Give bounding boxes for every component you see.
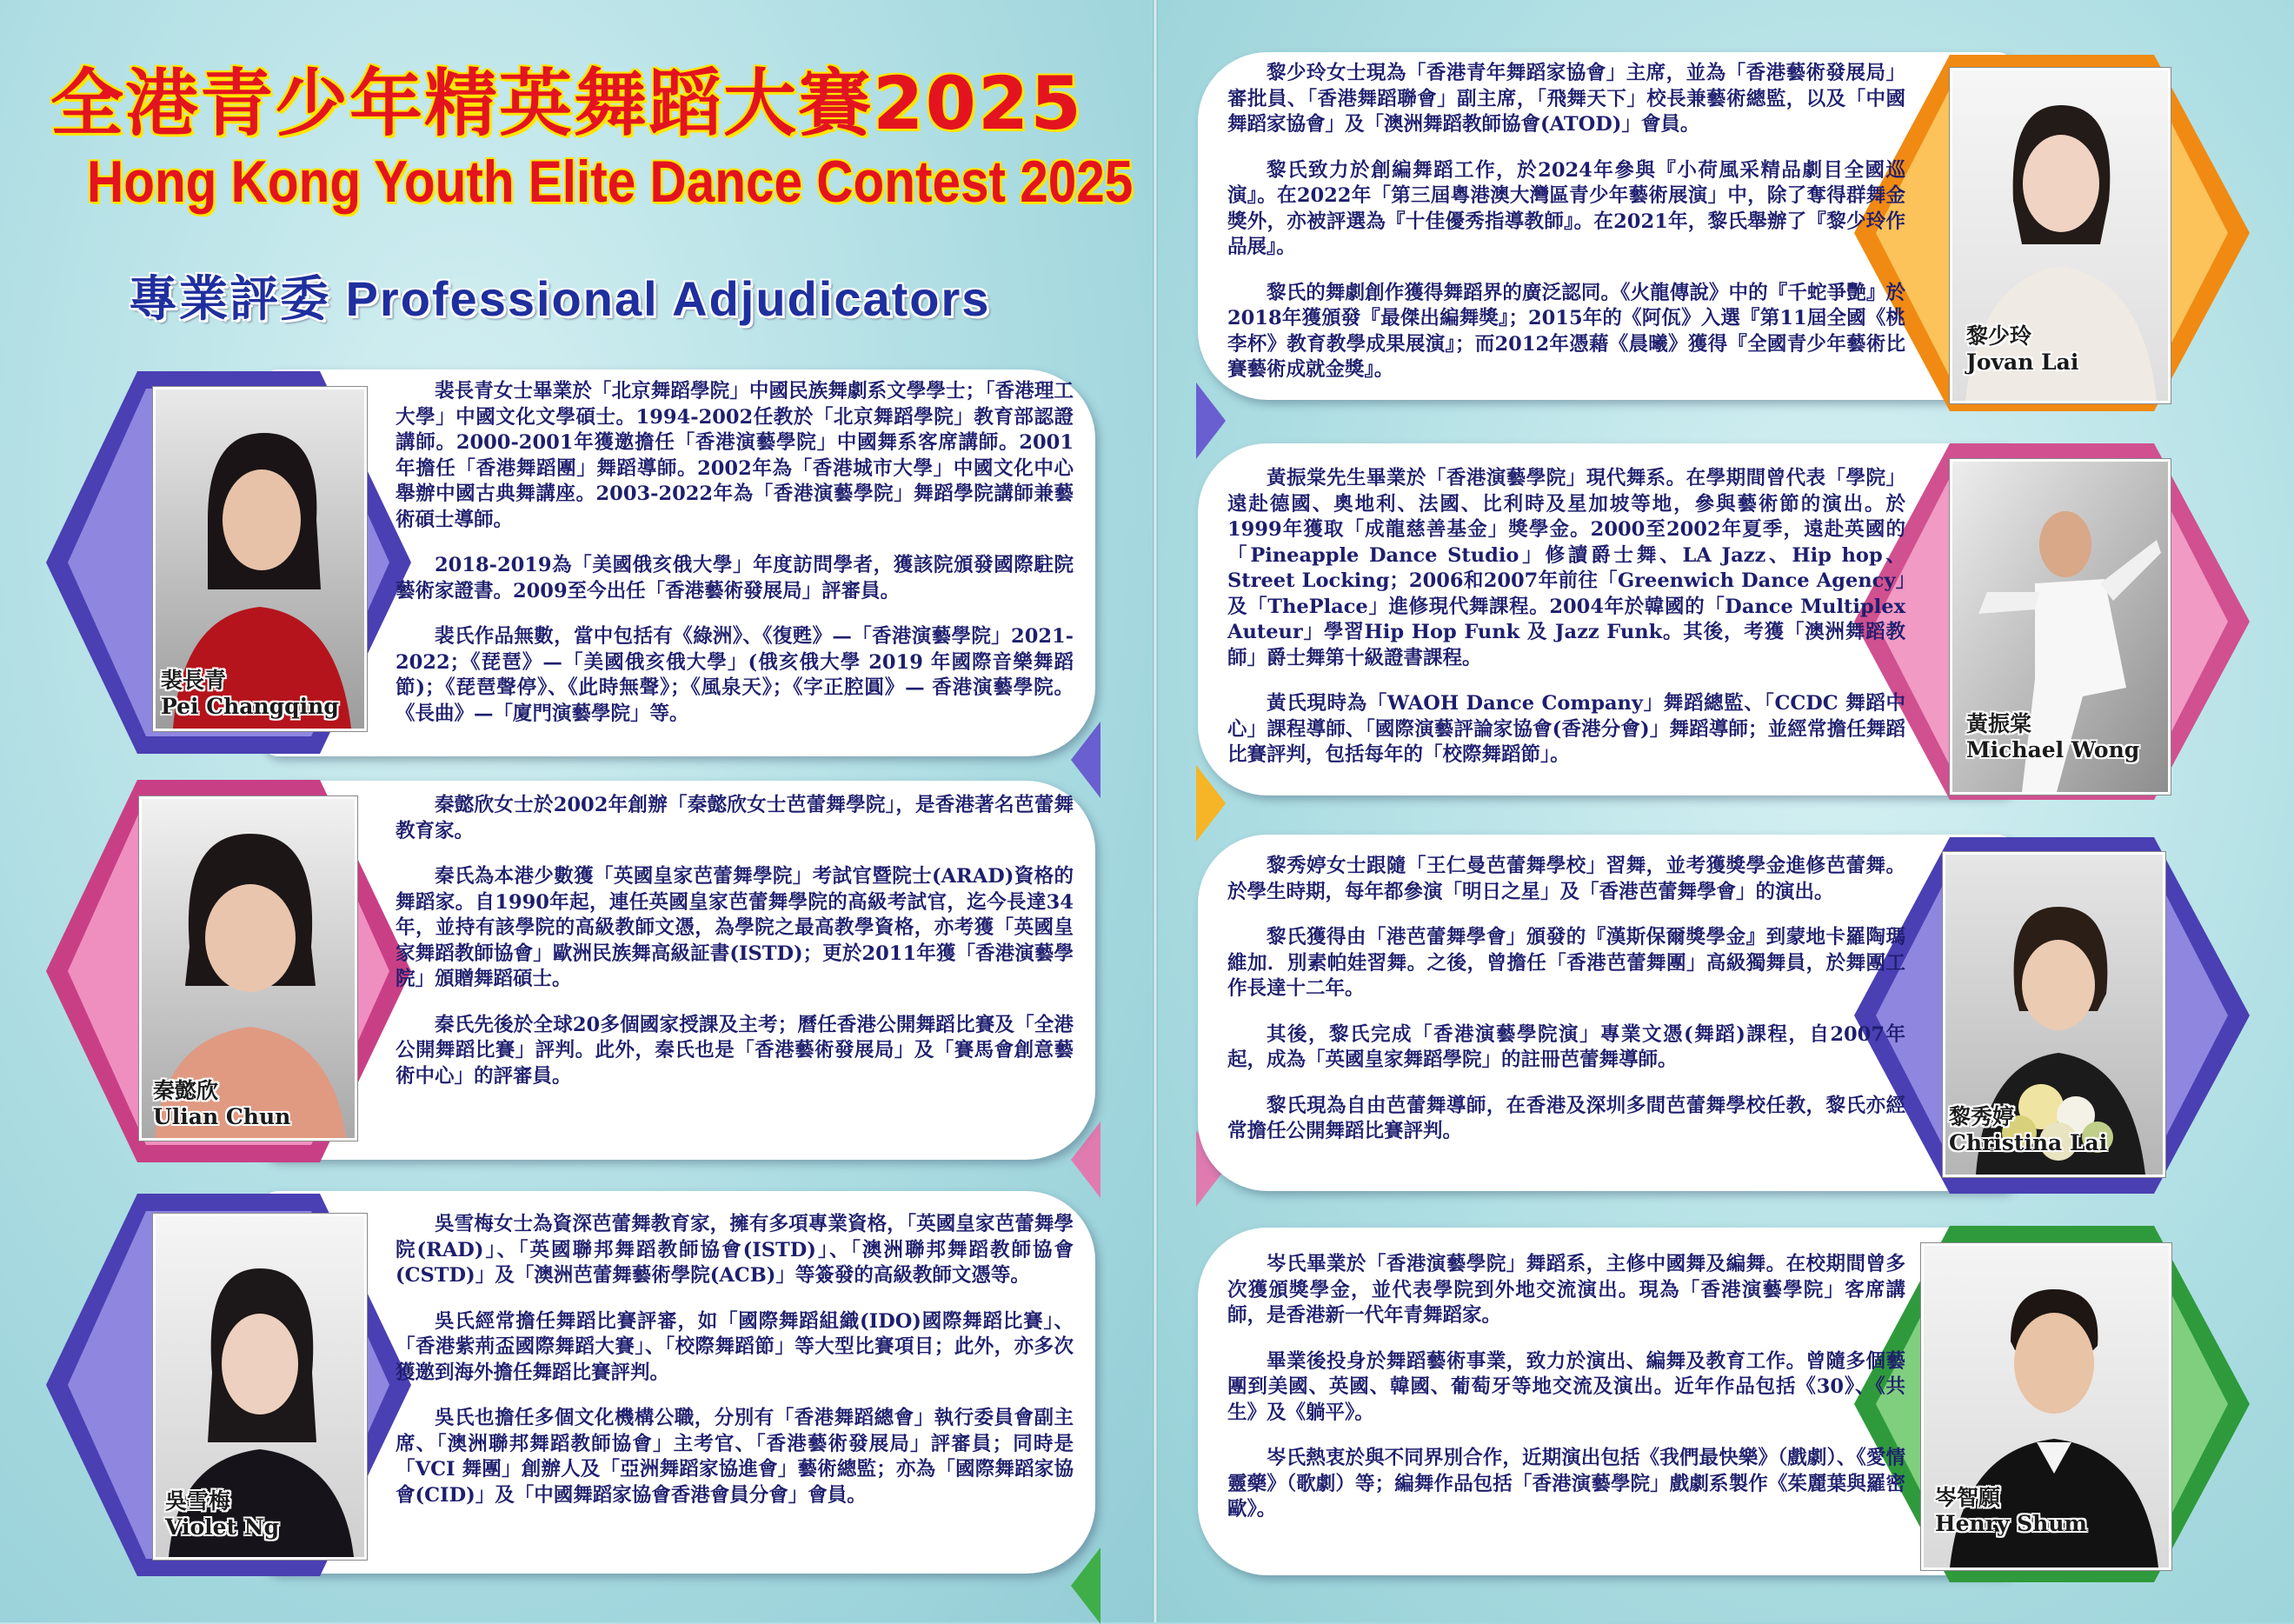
bio-paragraph: 黎氏致力於創編舞蹈工作，於2024年參與『小荷風采精品劇目全國巡演』。在2022年「第三屆粵港澳大灣區青少年藝術展演」中，除了奪得群舞金獎外，亦被評選為『十佳優秀指導教師』。在2021年，黎氏舉辦了『黎少玲作品展』。 [1227,158,1905,258]
name-english: Violet Ng [165,1514,280,1540]
name-chinese: 黎少玲 [1966,323,2032,349]
bio-paragraph: 黎少玲女士現為「香港青年舞蹈家協會」主席，並為「香港藝術發展局」審批員、「香港舞蹈聯會」副主席，「飛舞天下」校長兼藝術總監，以及「中國舞蹈家協會」及「澳洲舞蹈教師協會(ATOD)」會員。 [1227,62,1905,136]
name-english: Michael Wong [1966,737,2140,762]
adjudicator-name [165,1488,279,1541]
bio-paragraph: 秦氏為本港少數獲「英國皇家芭蕾舞學院」考試官暨院士(ARAD)資格的舞蹈家。自1990年起，連任英國皇家芭蕾舞學院的高級考試官，迄今長達34年，並持有該學院的高級教師文憑，為學院之最高教學資格，亦考獲「英國皇家舞蹈教師協會」歐洲民族舞高級証書(ISTD)；更於2011年獲「香港演藝學院」頒贈舞蹈碩士。 [396,865,1074,990]
bio-text [1227,466,1905,789]
bio-paragraph: 裴長青女士畢業於「北京舞蹈學院」中國民族舞劇系文學學士；「香港理工大學」中國文化文學碩士。1994-2002任教於「北京舞蹈學院」教育部認證講師。2000-2001年獲邀擔任「香港演藝學院」中國舞系客席講師。2001年擔任「香港舞蹈團」舞蹈導師。2002年為「香港城市大學」中國文化中心舉辦中國古典舞講座。2003-2022年為「香港演藝學院」舞蹈學院講師兼藝術碩士導師。 [396,380,1074,531]
page-spine [1153,0,1158,1622]
name-english: Henry Shum [1935,1511,2087,1536]
name-english: Pei Changqing [161,694,339,719]
bio-paragraph: 黃氏現時為「WAOH Dance Company」舞蹈總監、「CCDC 舞蹈中心」課程導師、「國際演藝評論家協會(香港分會)」舞蹈導師；並經常擔任舞蹈比賽評判，包括每年的「校際舞蹈節」。 [1227,692,1905,766]
bio-paragraph: 岑氏熱衷於與不同界別合作，近期演出包括《我們最快樂》（戲劇）、《愛情靈藥》（歌劇）等；編舞作品包括「香港演藝學院」戲劇系製作《茱麗葉與羅密歐》。 [1227,1447,1905,1521]
bio-text [396,379,1074,747]
title-chinese: 全港青少年精英舞蹈大賽2025 [50,61,1083,146]
name-english: Christina Lai [1949,1130,2108,1155]
bio-text [396,1212,1074,1528]
bio-paragraph: 黎秀婷女士跟隨「王仁曼芭蕾舞學校」習舞，並考獲獎學金進修芭蕾舞。於學生時期，每年都參演「明日之星」及「香港芭蕾舞學會」的演出。 [1227,855,1905,903]
bio-paragraph: 裴氏作品無數，當中包括有《綠洲》、《復甦》—「香港演藝學院」2021-2022；《琵琶》—「美國俄亥俄大學」(俄亥俄大學 2019 年國際音樂舞蹈節)；《琵琶聲停》、《此時無聲》；《風泉天》；《字正腔圓》— 香港演藝學院。《長曲》—「廈門演藝學院」等。 [396,625,1074,725]
bio-paragraph: 黎氏獲得由「港芭蕾舞學會」頒發的『漢斯保爾獎學金』到蒙地卡羅陶瑪維加．別素帕娃習舞。之後，曾擔任「香港芭蕾舞團」高級獨舞員，於舞團工作長達十二年。 [1227,926,1905,1000]
name-english: Ulian Chun [153,1104,291,1129]
adjudicator-name [1935,1485,2087,1537]
name-chinese: 裴長青 [161,668,227,693]
bio-text [1227,854,1905,1165]
bio-paragraph: 岑氏畢業於「香港演藝學院」舞蹈系，主修中國舞及編舞。在校期間曾多次獲頒獎學金，並代表學院到外地交流演出。現為「香港演藝學院」客席講師，是香港新一代年青舞蹈家。 [1227,1253,1905,1327]
adjudicator-name [1949,1104,2107,1156]
bio-text [396,793,1074,1109]
adjudicator-name [153,1078,290,1130]
bio-paragraph: 黎氏現為自由芭蕾舞導師，在香港及深圳多間芭蕾舞學校任教，黎氏亦經常擔任公開舞蹈比賽評判。 [1227,1094,1905,1142]
section-subtitle: 專業評委 Professional Adjudicators [129,271,991,326]
name-chinese: 黎秀婷 [1949,1104,2015,1129]
bio-paragraph: 吳氏也擔任多個文化機構公職，分別有「香港舞蹈總會」執行委員會副主席、「澳洲聯邦舞蹈教師協會」主考官、「香港藝術發展局」評審員；同時是「VCI 舞團」創辦人及「亞洲舞蹈家協進會」藝術總監；亦為「國際舞蹈家協會(CID)」及「中國舞蹈家協會香港會員分會」會員。 [396,1407,1074,1507]
name-english: Jovan Lai [1966,349,2079,375]
bio-paragraph: 秦懿欣女士於2002年創辦「秦懿欣女士芭蕾舞學院」，是香港著名芭蕾舞教育家。 [396,794,1074,842]
bio-text [1227,61,1905,403]
bio-paragraph: 吳氏經常擔任舞蹈比賽評審，如「國際舞蹈組織(IDO)國際舞蹈比賽」、「香港紫荊盃國際舞蹈大賽」、「校際舞蹈節」等大型比賽項目；此外，亦多次獲邀到海外擔任舞蹈比賽評判。 [396,1309,1074,1384]
title-english: Hong Kong Youth Elite Dance Contest 2025 [87,149,1134,215]
bio-paragraph: 2018-2019為「美國俄亥俄大學」年度訪問學者，獲該院頒發國際駐院藝術家證書。2009至今出任「香港藝術發展局」評審員。 [396,554,1074,602]
name-chinese: 岑智願 [1935,1485,2001,1510]
adjudicator-name [1966,323,2078,376]
name-chinese: 吳雪梅 [165,1488,231,1514]
adjudicator-name [1966,711,2139,763]
decor-triangle [1196,383,1226,459]
bio-text [1227,1252,1905,1543]
bio-paragraph: 畢業後投身於舞蹈藝術事業，致力於演出、編舞及教育工作。曾隨多個藝團到美國、英國、韓國、葡萄牙等地交流及演出。近年作品包括《30》、《共生》及《躺平》。 [1227,1349,1905,1424]
bio-paragraph: 黎氏的舞劇創作獲得舞蹈界的廣泛認同。《火龍傳說》中的『千蛇爭艷』於2018年獲頒發『最傑出編舞獎』；2015年的《阿佤》入選『第11屆全國《桃李杯》教育教學成果展演』；而2012年憑藉《晨曦》獲得『全國青少年藝術比賽藝術成就金獎』。 [1227,281,1905,381]
bio-paragraph: 黃振棠先生畢業於「香港演藝學院」現代舞系。在學期間曾代表「學院」遠赴德國、奧地利、法國、比利時及星加坡等地，參與藝術節的演出。於1999年獲取「成龍慈善基金」獎學金。2000至2002年夏季，遠赴英國的「Pineapple Dance Studio」修讀爵士舞、LA Jazz、Hip hop、Street Locking；2006和2007年前往「Greenwich Dance Agency」及「ThePlace」進修現代舞課程。2004年於韓國的「Dance Multiplex Auteur」學習Hip Hop Funk 及 Jazz Funk。其後，考獲「澳洲舞蹈教師」爵士舞第十級證書課程。 [1227,467,1905,669]
name-chinese: 黃振棠 [1966,711,2032,736]
bio-paragraph: 吳雪梅女士為資深芭蕾舞教育家，擁有多項專業資格，「英國皇家芭蕾舞學院(RAD)」、「英國聯邦舞蹈教師協會(ISTD)」、「澳洲聯邦舞蹈教師協會(CSTD)」及「澳洲芭蕾舞藝術學院(ACB)」等簽發的高級教師文憑等。 [396,1213,1074,1287]
decor-triangle [1071,1547,1100,1624]
name-chinese: 秦懿欣 [153,1078,219,1103]
bio-paragraph: 秦氏先後於全球20多個國家授課及主考；曆任香港公開舞蹈比賽及「全港公開舞蹈比賽」評判。此外，秦氏也是「香港藝術發展局」及「賽馬會創意藝術中心」的評審員。 [396,1013,1074,1088]
adjudicator-name [161,668,339,720]
bio-paragraph: 其後，黎氏完成「香港演藝學院演」專業文憑(舞蹈)課程，自2007年起，成為「英國皇家舞蹈學院」的註冊芭蕾舞導師。 [1227,1022,1905,1071]
